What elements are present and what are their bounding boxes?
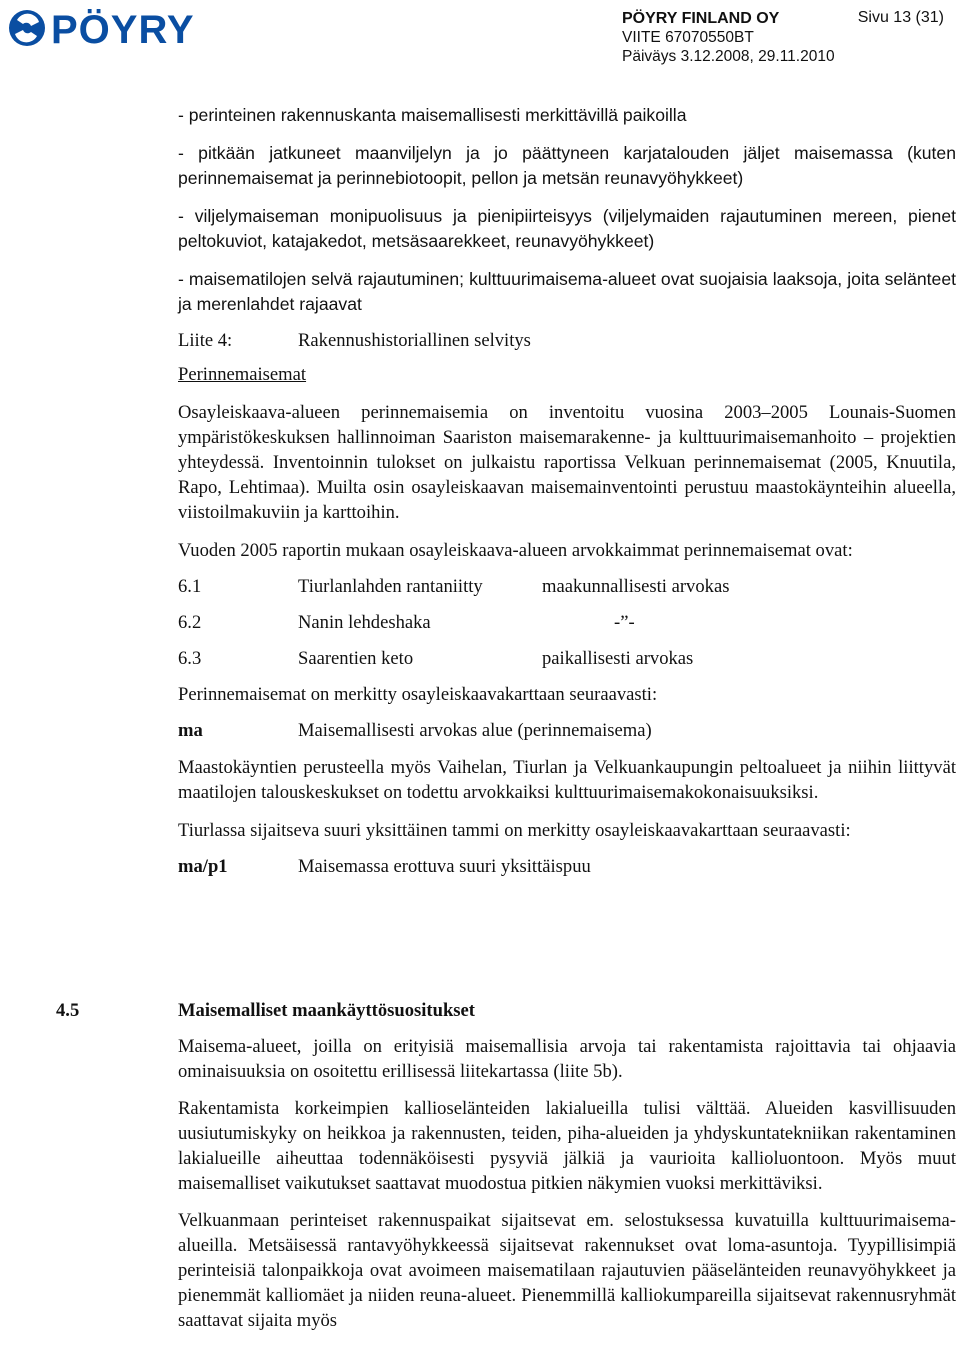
reference-number: VIITE 67070550BT <box>622 29 754 46</box>
paragraph: Velkuanmaan perinteiset rakennuspaikat sijaitsevat em. selostuksessa kuvatuilla kulttuurimaisema-alueilla. Metsäisessä rantavyöhykkeessä sijaitsevat rakennukset ovat loma-asuntoja. Tyypillisimpiä perinteisiä talonpaikkoja ovat avoimeen maisematilaan rajautuvien pääselänteiden reunavyöhykkeet ja pienemmät kalliomäet ja niiden reuna-alueet. Pienemmillä kalliokumpareilla sijaitsevat rakennusryhmät saattavat sijaita myös <box>178 1210 956 1331</box>
document-body <box>178 103 956 890</box>
site-value: maakunnallisesti arvokas <box>542 576 730 597</box>
legend-code: ma/p1 <box>178 856 228 877</box>
site-number: 6.2 <box>178 612 202 633</box>
subheading: Perinnemaisemat <box>178 364 307 385</box>
appendix-label: Liite 4: <box>178 330 233 351</box>
site-number: 6.3 <box>178 648 202 669</box>
list-item: - viljelymaiseman monipuolisuus ja pienipiirteisyys (viljelymaiden rajautuminen mereen, pienet peltokuviot, katajakedot, metsäsaarekkeet, reunavyöhykkeet) <box>178 206 956 251</box>
paragraph: Perinnemaisemat on merkitty osayleiskaavakarttaan seuraavasti: <box>178 684 658 705</box>
site-value: paikallisesti arvokas <box>542 648 694 669</box>
document-date: Päiväys 3.12.2008, 29.11.2010 <box>622 48 835 65</box>
paragraph: Tiurlassa sijaitseva suuri yksittäinen tammi on merkitty osayleiskaavakarttaan seuraavasti: <box>178 820 851 841</box>
legend-code: ma <box>178 720 203 741</box>
appendix-row <box>178 328 956 353</box>
poyry-logo-icon <box>5 6 245 50</box>
legend-row <box>178 854 956 879</box>
site-value: -”- <box>614 612 635 633</box>
list-item: - pitkään jatkuneet maanviljelyn ja jo päättyneen karjatalouden jäljet maisemassa (kuten perinnemaisemat ja perinnebiotoopit, pellon ja metsän reunavyöhykkeet) <box>178 143 956 188</box>
paragraph: Maastokäyntien perusteella myös Vaihelan, Tiurlan ja Velkuankaupungin peltoalueet ja niihin liittyvät maatilojen talouskeskukset on todettu arvokkaiksi kulttuurimaisemakokonaisuuksiksi. <box>178 757 956 803</box>
site-row <box>178 574 956 599</box>
header-info <box>622 9 835 66</box>
section-title: Maisemalliset maankäyttösuositukset <box>178 1000 475 1021</box>
paragraph: Rakentamista korkeimpien kallioselänteiden lakialueilla tulisi välttää. Alueiden kasvillisuuden uusiutumiskyky on heikkoa ja rakennusten, teiden, piha-alueiden ja yhdyskuntatekniikan rakentaminen lakialueille aiheuttaa todennäköisesti pysyviä jälkiä ja vaurioita kallioluontoon. Myös muut maisemalliset vaikutukset saattavat muodostua pitkien näkymien vuoksi merkittäviksi. <box>178 1098 956 1194</box>
page-number: Sivu 13 (31) <box>857 9 944 26</box>
site-name: Nanin lehdeshaka <box>298 612 431 633</box>
legend-row <box>178 718 956 743</box>
site-name: Saarentien keto <box>298 648 414 669</box>
page-header <box>0 0 960 70</box>
company-name: PÖYRY FINLAND OY <box>622 10 780 27</box>
paragraph: Maisema-alueet, joilla on erityisiä maisemallisia arvoja tai rakentamista rajoittavia tai ohjaavia ominaisuuksia on osoitettu erillisessä liitekartassa (liite 5b). <box>178 1036 956 1082</box>
site-name: Tiurlanlahden rantaniitty <box>298 576 483 597</box>
site-row <box>178 646 956 671</box>
site-number: 6.1 <box>178 576 202 597</box>
logo-text: PÖYRY <box>51 8 195 50</box>
list-item: - maisematilojen selvä rajautuminen; kulttuurimaisema-alueet ovat suojaisia laaksoja, joita selänteet ja merenlahdet rajaavat <box>178 269 956 314</box>
section-number: 4.5 <box>56 1000 80 1021</box>
section-body <box>178 1034 956 1345</box>
legend-description: Maisemallisesti arvokas alue (perinnemaisema) <box>298 720 652 741</box>
poyry-logo <box>5 6 245 50</box>
site-row <box>178 610 956 635</box>
appendix-title: Rakennushistoriallinen selvitys <box>298 330 531 351</box>
legend-description: Maisemassa erottuva suuri yksittäispuu <box>298 856 591 877</box>
paragraph: Osayleiskaava-alueen perinnemaisemia on inventoitu vuosina 2003–2005 Lounais-Suomen ympäristökeskuksen hallinnoiman Saariston maisemarakenne- ja kulttuurimaisemanhoito – projektien yhteydessä. Inventoinnin tulokset on julkaistu raportissa Velkuan perinnemaisemat (2005, Knuutila, Rapo, Lehtimaa). Muilta osin osayleiskaavan maisemainventointi perustuu maastokäynteihin alueella, viistoilmakuviin ja karttoihin. <box>178 402 956 523</box>
list-item: - perinteinen rakennuskanta maisemallisesti merkittävillä paikoilla <box>178 105 687 125</box>
paragraph: Vuoden 2005 raportin mukaan osayleiskaava-alueen arvokkaimmat perinnemaisemat ovat: <box>178 540 853 561</box>
